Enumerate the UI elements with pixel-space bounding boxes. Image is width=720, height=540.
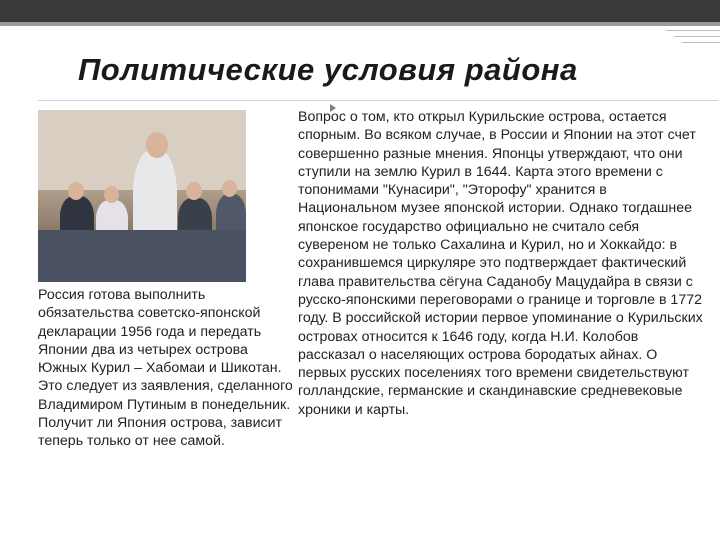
corner-decoration <box>660 0 720 60</box>
right-paragraph: Вопрос о том, кто открыл Курильские острова, остается спорным. Во всяком случае, в России и Японии на этот счет совершенно разные мнения. Японцы утверждают, что они ступили на землю Курил в 1644. Карта этого времени с топонимами "Кунасири", "Эторофу" хранится в Национальном музее японской истории. Однако тогдашнее японское государство официально не считало себя сувереном не только Сахалина и Курил, но и Хоккайдо: в сохранившемся циркуляре это подтверждает фактический глава правительства сёгуна Саданобу Мацудайра в связи с русско-японскими переговорами о границе и торговле в 1772 году. В российской истории первое упоминание о Курильских островах относится к 1646 году, когда Н.И. Колобов рассказал о населяющих острова бородатых айнах. О первых русских поселениях того времени свидетельствуют голландские, германские и скандинавские средневековые хроники и карты. <box>298 109 703 418</box>
title-divider <box>38 100 718 101</box>
top-bar <box>0 0 720 22</box>
top-bar-accent <box>0 22 720 26</box>
meeting-photo <box>38 110 246 282</box>
slide-title: Политические условия района <box>78 52 578 87</box>
left-paragraph: Россия готова выполнить обязательства советско-японской декларации 1956 года и передать Японии два из четырех острова Южных Курил – Хабомаи и Шикотан. Это следует из заявления, сделанного Владимиром Путиным в понедельник. Получит ли Япония острова, зависит теперь только от нее самой. <box>38 287 293 450</box>
